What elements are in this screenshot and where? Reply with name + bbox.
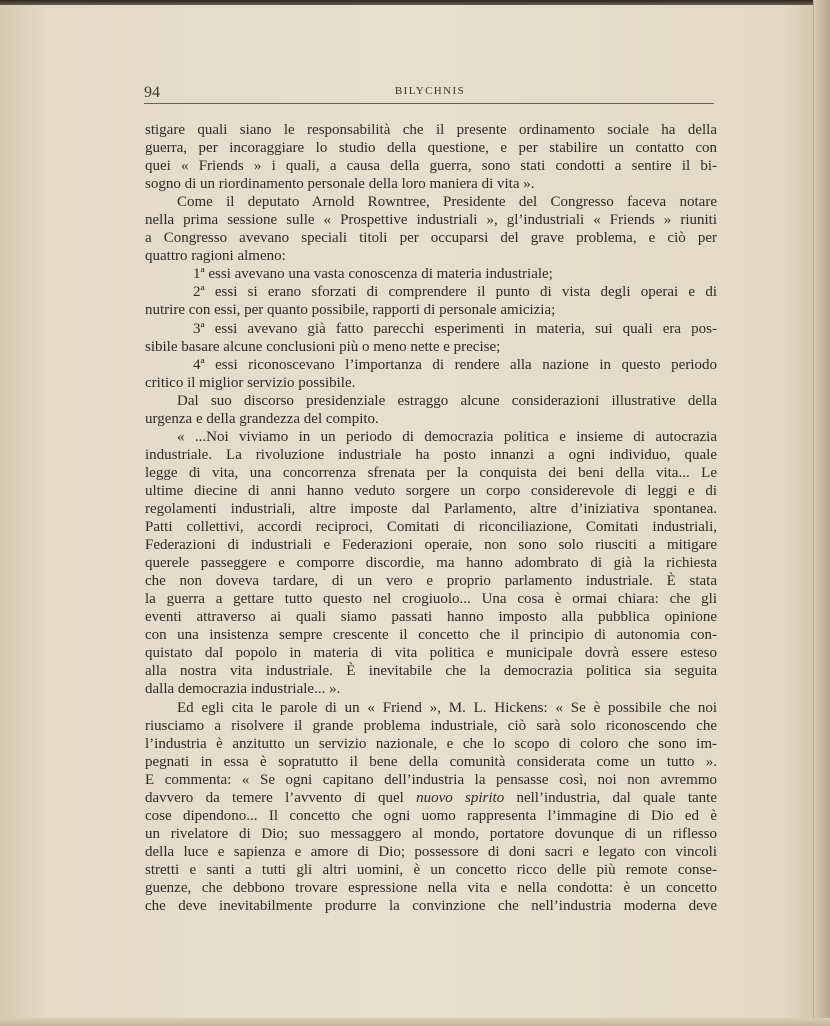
text-line-content: quattro ragioni almeno: bbox=[145, 248, 286, 265]
page-top-edge bbox=[0, 0, 830, 5]
running-head: BILYCHNIS bbox=[394, 85, 466, 97]
text-line-content: la guerra a gettare tutto questo nel crogiuolo... Una cosa è ormai chiara: che gli bbox=[145, 591, 717, 608]
text-line bbox=[145, 771, 717, 789]
text-line bbox=[145, 374, 717, 392]
text-line bbox=[145, 157, 717, 175]
text-line-content: legge di vita, una concorrenza sfrenata per la conquista dei beni della vita... Le bbox=[145, 464, 717, 481]
text-line bbox=[145, 338, 717, 356]
text-line-content: guenze, che debbono trovare espressione nella vita e nella condotta: è un concetto bbox=[145, 879, 717, 896]
text-line bbox=[145, 662, 717, 680]
text-line-content: 2ª essi si erano sforzati di comprendere il punto di vista degli operai e di bbox=[193, 284, 717, 301]
text-line bbox=[145, 897, 717, 915]
text-line-content: con una insistenza sempre crescente il concetto che il principio di autonomia con- bbox=[145, 627, 717, 644]
text-line bbox=[145, 320, 717, 338]
text-line-content: che non doveva tardare, di un vero e proprio parlamento industriale. È stata bbox=[145, 573, 717, 590]
text-line bbox=[145, 789, 717, 807]
header-rule bbox=[144, 103, 714, 104]
text-line-content: l’industria è anzitutto un servizio nazionale, e che lo scopo di coloro che sono im- bbox=[145, 735, 717, 752]
text-line bbox=[145, 825, 717, 843]
text-line bbox=[145, 500, 717, 518]
text-line bbox=[145, 121, 717, 139]
text-line bbox=[145, 193, 717, 211]
text-line bbox=[145, 572, 717, 590]
text-line bbox=[145, 861, 717, 879]
text-line bbox=[145, 590, 717, 608]
text-line-content: pegnati in essa è sopratutto il bene della comunità considerata come un tutto ». bbox=[145, 753, 717, 770]
text-line-content: nella prima sessione sulle « Prospettive industriali », gl’industriali « Friends » riuniti bbox=[145, 212, 717, 229]
body-text bbox=[145, 121, 717, 915]
text-line bbox=[145, 175, 717, 193]
text-line bbox=[145, 717, 717, 735]
page-bottom-edge bbox=[0, 1018, 830, 1026]
text-line bbox=[145, 356, 717, 374]
text-line bbox=[145, 482, 717, 500]
text-line-content: industriale. La rivoluzione industriale ha posto innanzi a ogni individuo, quale bbox=[145, 446, 717, 463]
text-line bbox=[145, 247, 717, 265]
text-line bbox=[145, 446, 717, 464]
text-line-content: stigare quali siano le responsabilità che il presente ordinamento sociale ha della bbox=[145, 122, 717, 138]
text-line-content: dalla democrazia industriale... ». bbox=[145, 681, 341, 698]
text-line bbox=[145, 211, 717, 229]
text-line-content: « ...Noi viviamo in un periodo di democrazia politica e insieme di autocrazia bbox=[177, 428, 717, 445]
text-line bbox=[145, 680, 717, 698]
text-line bbox=[145, 644, 717, 662]
text-line-content: un rivelatore di Dio; suo messaggero al mondo, portatore dovunque di un riflesso bbox=[145, 825, 717, 842]
text-line bbox=[145, 229, 717, 247]
text-line bbox=[145, 301, 717, 319]
text-line-content: 3ª essi avevano già fatto parecchi esperimenti in materia, sui quali era pos- bbox=[193, 320, 717, 337]
italic-phrase: nuovo spirito bbox=[416, 789, 505, 806]
text-line-content: nell’industria, dal quale tante bbox=[504, 789, 717, 806]
text-line bbox=[145, 283, 717, 301]
text-line-content: 4ª essi riconoscevano l’importanza di rendere alla nazione in questo periodo bbox=[193, 356, 717, 373]
text-line-content: della luce e sapienza e amore di Dio; possessore di doni sacri e legato con vincoli bbox=[145, 843, 717, 860]
text-line bbox=[145, 807, 717, 825]
text-line bbox=[145, 265, 717, 283]
text-line-content: guerra, per incoraggiare lo studio della questione, e per stabilire un contatto con bbox=[145, 140, 717, 157]
text-line bbox=[145, 139, 717, 157]
text-line bbox=[145, 735, 717, 753]
text-line-content: regolamenti industriali, altre imposte dal Parlamento, altre d’iniziativa spontanea. bbox=[145, 500, 717, 517]
text-line-content: Ed egli cita le parole di un « Friend », M. L. Hickens: « Se è possibile che noi bbox=[177, 699, 717, 716]
text-line bbox=[145, 536, 717, 554]
text-line-content: riusciamo a risolvere il grande problema industriale, ciò sarà solo riconoscendo che bbox=[145, 717, 717, 734]
text-line bbox=[145, 410, 717, 428]
page-number: 94 bbox=[144, 84, 160, 101]
text-line-content: quistato dal popolo in materia di vita politica e municipale dovrà essere esteso bbox=[145, 645, 717, 662]
text-line-content: quei « Friends » i quali, a causa della guerra, sono stati condotti a sentire il bi- bbox=[145, 158, 717, 175]
text-line-content: sogno di un riordinamento personale della loro maniera di vita ». bbox=[145, 176, 535, 193]
text-line-content: sibile basare alcune conclusioni più o meno nette e precise; bbox=[145, 338, 501, 355]
text-line-content: nutrire con essi, per quanto possibile, rapporti di personale amicizia; bbox=[145, 302, 556, 319]
text-line-content: Dal suo discorso presidenziale estraggo alcune considerazioni illustrative della bbox=[177, 392, 717, 409]
text-line-content: alla nostra vita industriale. È inevitabile che la democrazia politica sia seguita bbox=[145, 663, 717, 680]
text-line-content: che deve inevitabilmente produrre la convinzione che nell’industria moderna deve bbox=[145, 898, 717, 915]
text-line bbox=[145, 518, 717, 536]
text-line-content: 1ª essi avevano una vasta conoscenza di materia industriale; bbox=[193, 266, 553, 283]
text-line bbox=[145, 554, 717, 572]
page-header bbox=[144, 84, 716, 102]
text-line bbox=[145, 428, 717, 446]
text-line-content: Come il deputato Arnold Rowntree, Presidente del Congresso faceva notare bbox=[177, 194, 717, 211]
text-line-content: critico il miglior servizio possibile. bbox=[145, 374, 356, 391]
text-line bbox=[145, 626, 717, 644]
text-line bbox=[145, 879, 717, 897]
page-right-edge bbox=[813, 0, 830, 1026]
text-line-content: Patti collettivi, accordi reciproci, Comitati di riconciliazione, Comitati industriali, bbox=[145, 519, 717, 536]
text-line bbox=[145, 699, 717, 717]
text-line bbox=[145, 392, 717, 410]
text-line bbox=[145, 753, 717, 771]
text-line-content: ultime diecine di anni hanno veduto sorgere un corpo considerevole di leggi e di bbox=[145, 482, 717, 499]
text-line-content: a Congresso avevano speciali titoli per occuparsi del grave problema, e ciò per bbox=[145, 230, 717, 247]
text-line-content: eventi attraverso ai quali siamo passati hanno imposto alla pubblica opinione bbox=[145, 609, 717, 626]
text-line bbox=[145, 608, 717, 626]
text-line-content: urgenza e della grandezza del compito. bbox=[145, 410, 379, 427]
text-line-content: stretti e santi a tutti gli altri uomini, è un concetto ricco delle più remote conse- bbox=[145, 861, 717, 878]
text-line-content: querele passeggere e comporre discordie, ma hanno adombrato di già la richiesta bbox=[145, 555, 717, 572]
text-line-content: cose dipendono... Il concetto che ogni uomo rappresenta l’immagine di Dio ed è bbox=[145, 807, 717, 824]
text-line-content: E commenta: « Se ogni capitano dell’industria la pensasse così, noi non avremmo bbox=[145, 771, 717, 788]
text-line-content: Federazioni di industriali e Federazioni operaie, non sono solo riusciti a mitigare bbox=[145, 537, 717, 554]
text-line bbox=[145, 843, 717, 861]
text-line-content: davvero da temere l’avvento di quel bbox=[145, 789, 417, 806]
text-line bbox=[145, 464, 717, 482]
